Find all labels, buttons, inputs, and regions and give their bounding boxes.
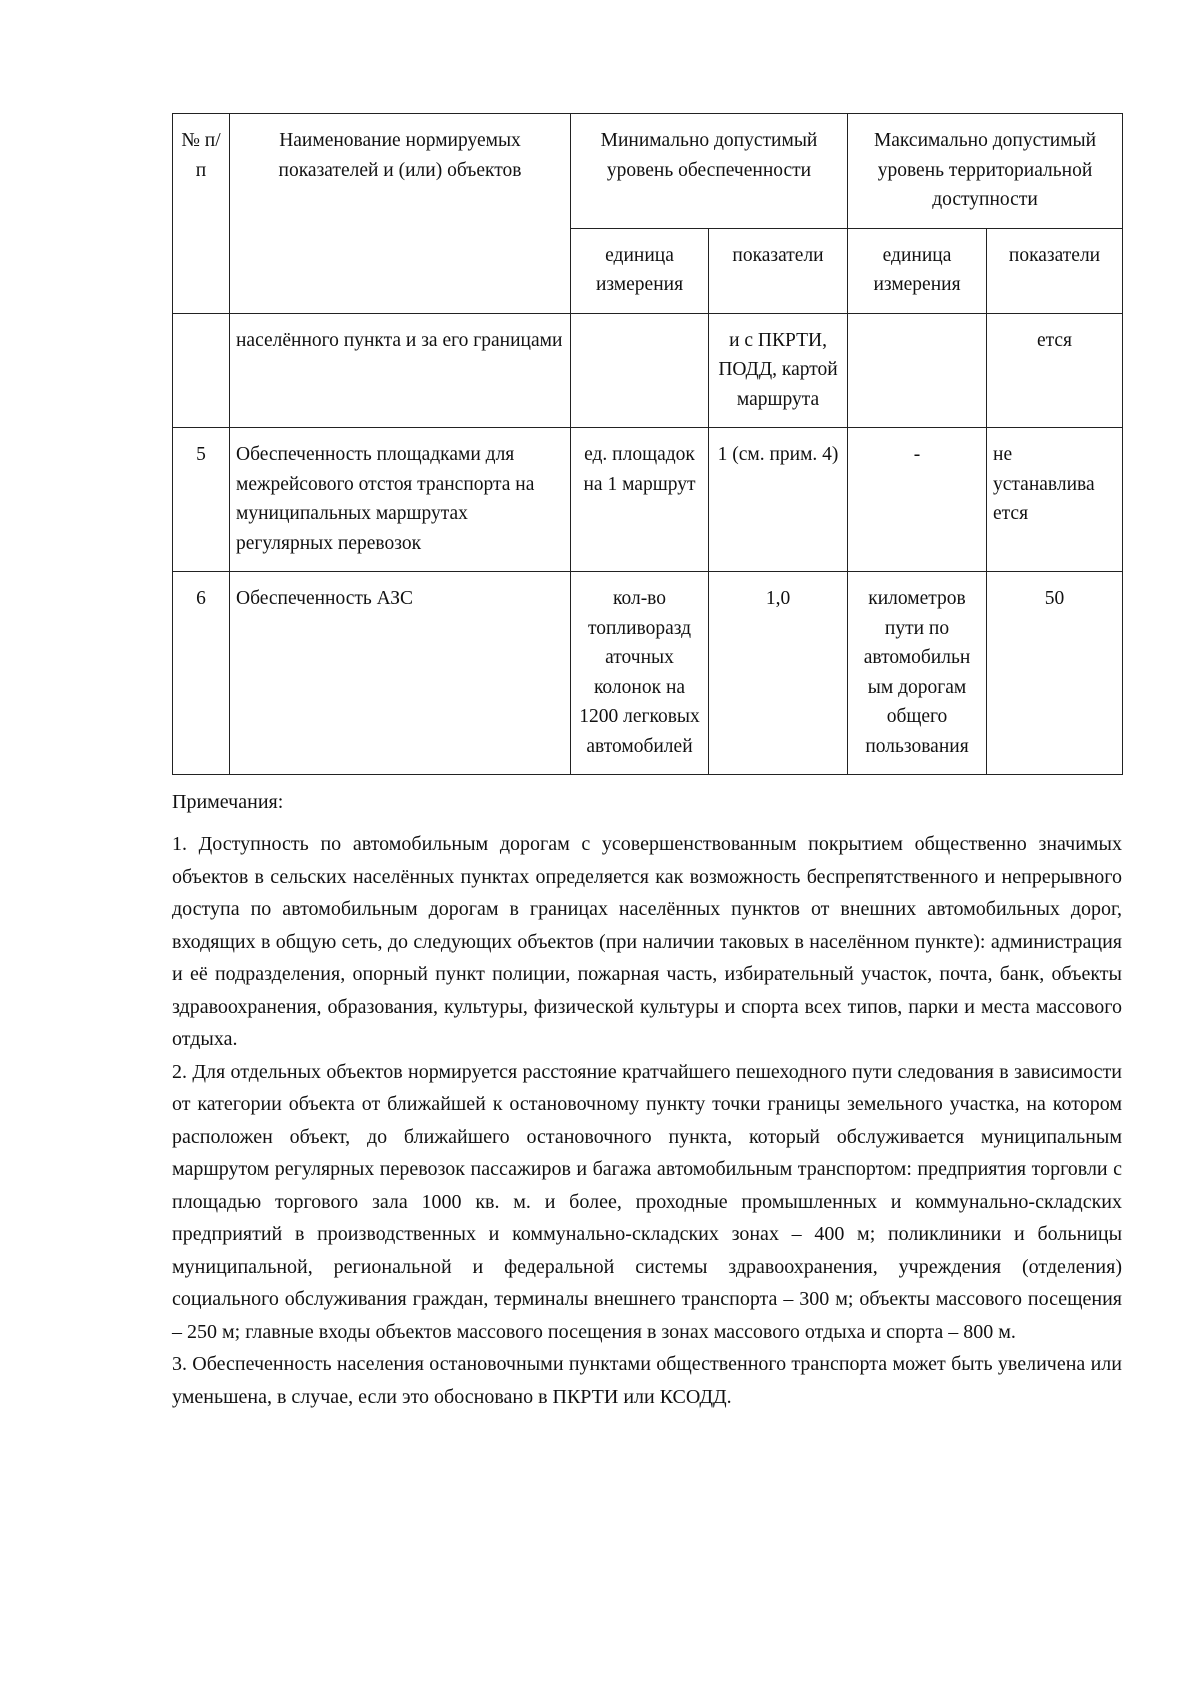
note-item: 3. Обеспеченность населения остановочными пунктами общественного транспорта может быть увеличена или уменьшена, в случае, если это обосновано в ПКРТИ или КСОДД.: [172, 1353, 1122, 1408]
subheader-unit: единица измерения: [571, 228, 709, 313]
row-num: [173, 313, 230, 428]
row-max-unit: [848, 313, 987, 428]
subheader-indicators: показатели: [709, 228, 848, 313]
notes-title: Примечания:: [172, 791, 284, 813]
header-min-level: Минимально допустимый уровень обеспеченности: [571, 114, 848, 229]
row-min-unit: кол-во топливоразд аточных колонок на 1200 легковых автомобилей: [571, 572, 709, 775]
row-min-unit: [571, 313, 709, 428]
row-name: населённого пункта и за его границами: [230, 313, 571, 428]
table-row: [173, 428, 1123, 572]
subheader-indicators-2: показатели: [987, 228, 1123, 313]
note-item: 2. Для отдельных объектов нормируется расстояние кратчайшего пешеходного пути следования в зависимости от категории объекта от ближайшей к остановочному пункту точки границы земельного участка, на котором расположен объект, до ближайшего остановочного пункта, который обслуживается муниципальным маршрутом регулярных перевозок пассажиров и багажа автомобильным транспортом: предприятия торговли с площадью торгового зала 1000 кв. м. и более, проходные промышленных и коммунально-складских предприятий в производственных и коммунально-складских зонах – 400 м; поликлиники и больницы муниципальной, региональной и федеральной системы здравоохранения, учреждения (отделения) социального обслуживания граждан, терминалы внешнего транспорта – 300 м; объекты массового посещения – 250 м; главные входы объектов массового посещения в зонах массового отдыха и спорта – 800 м.: [172, 1060, 1122, 1343]
row-num: 5: [173, 428, 230, 572]
row-max-unit: -: [848, 428, 987, 572]
document-page: [172, 113, 1122, 1413]
row-min-value: 1 (см. прим. 4): [709, 428, 848, 572]
notes-list: [172, 828, 1122, 1413]
header-num: № п/п: [173, 114, 230, 314]
table-row: [173, 313, 1123, 428]
norms-table: [172, 113, 1123, 775]
row-max-value: не устанавлива ется: [987, 428, 1123, 572]
note-item: 1. Доступность по автомобильным дорогам с усовершенствованным покрытием общественно значимых объектов в сельских населённых пунктах определяется как возможность беспрепятственного и непрерывного доступа по автомобильным дорогам в границах населённых пунктов от внешних автомобильных дорог, входящих в общую сеть, до следующих объектов (при наличии таковых в населённом пункте): администрация и её подразделения, опорный пункт полиции, пожарная часть, избирательный участок, почта, банк, объекты здравоохранения, образования, культуры, физической культуры и спорта всех типов, парки и места массового отдыха.: [172, 833, 1122, 1050]
table-header-row: [173, 114, 1123, 229]
row-min-value: и с ПКРТИ, ПОДД, картой маршрута: [709, 313, 848, 428]
row-max-value: 50: [987, 572, 1123, 775]
subheader-unit-2: единица измерения: [848, 228, 987, 313]
row-min-value: 1,0: [709, 572, 848, 775]
row-min-unit: ед. площадок на 1 маршрут: [571, 428, 709, 572]
row-max-value: ется: [987, 313, 1123, 428]
row-max-unit: километров пути по автомобильн ым дорогам общего пользования: [848, 572, 987, 775]
header-name: Наименование нормируемых показателей и (или) объектов: [230, 114, 571, 314]
row-name: Обеспеченность площадками для межрейсового отстоя транспорта на муниципальных маршрутах регулярных перевозок: [230, 428, 571, 572]
row-num: 6: [173, 572, 230, 775]
table-row: [173, 572, 1123, 775]
header-max-level: Максимально допустимый уровень территориальной доступности: [848, 114, 1123, 229]
row-name: Обеспеченность АЗС: [230, 572, 571, 775]
